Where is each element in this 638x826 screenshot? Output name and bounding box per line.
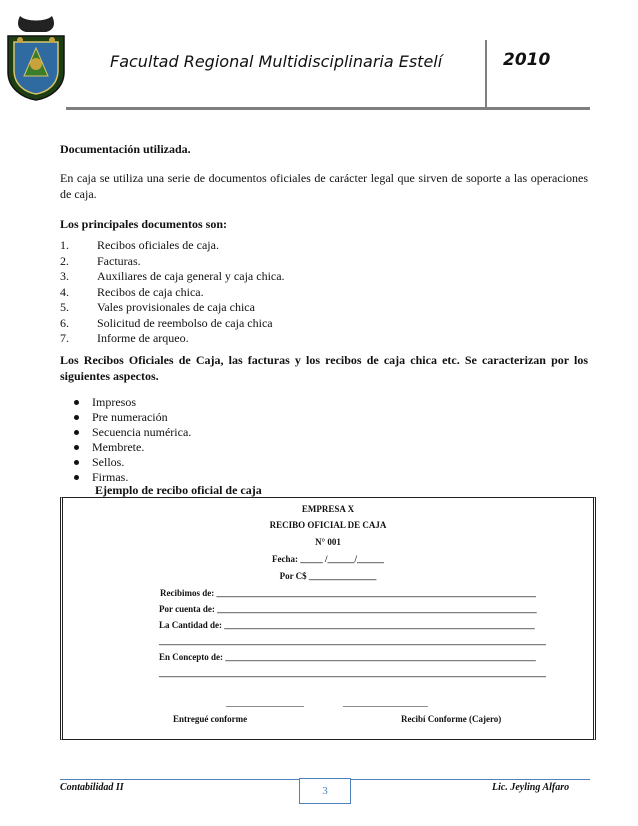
documents-list <box>60 238 285 347</box>
list-item: 2. Facturas. <box>60 253 141 268</box>
quantity-line: La Cantidad de: _____________________________________________________________________ <box>159 620 535 630</box>
header-title: Facultad Regional Multidisciplinaria Estelí <box>110 52 443 71</box>
concept-line: En Concepto de: _____________________________________________________________________ <box>159 652 536 662</box>
example-title: Ejemplo de recibo oficial de caja <box>95 483 262 497</box>
list-item: 7. Informe de arqueo. <box>60 331 189 345</box>
section-heading: Documentación utilizada. <box>60 142 191 156</box>
receipt-number: N° 001 <box>315 537 341 547</box>
bullet-item: Sellos. <box>74 455 191 470</box>
page-number: 3 <box>299 778 351 804</box>
bullet-item: Firmas. <box>74 470 191 485</box>
quantity-continuation-line: ______________________________________________________________________________________ <box>159 636 546 646</box>
receipt-amount: Por C$ _______________ <box>279 571 377 581</box>
header-year: 2010 <box>503 50 551 70</box>
signature-line-left: ______________________ <box>226 698 303 708</box>
bullet-icon <box>74 415 79 420</box>
received-from-line: Recibimos de: _______________________________________________________________________ <box>160 588 536 598</box>
bullet-item: Secuencia numérica. <box>74 425 191 440</box>
bullet-icon <box>74 460 79 465</box>
bullet-item: Pre numeración <box>74 410 191 425</box>
characteristics-list <box>74 395 191 485</box>
bullet-icon <box>74 400 79 405</box>
characteristics-paragraph: Los Recibos Oficiales de Caja, las facturas y los recibos de caja chica etc. Se caracterizan por los siguientes aspectos. <box>60 353 588 383</box>
footer-author: Lic. Jeyling Alfaro <box>492 782 570 793</box>
list-item: 3. Auxiliares de caja general y caja chica. <box>60 269 285 283</box>
on-behalf-line: Por cuenta de: _______________________________________________________________________ <box>159 604 537 614</box>
list-item: 6. Solicitud de reembolso de caja chica <box>60 315 273 330</box>
intro-paragraph: En caja se utiliza una serie de documentos oficiales de carácter legal que sirven de soporte a las operaciones de caja. <box>60 171 588 201</box>
bullet-icon <box>74 445 79 450</box>
signature-line-right: ________________________ <box>343 698 427 708</box>
bullet-icon <box>74 430 79 435</box>
delivered-label: Entregué conforme <box>173 714 248 724</box>
header-rule <box>66 107 590 110</box>
list-item: 5. Vales provisionales de caja chica <box>60 300 255 314</box>
list-item: 1. Recibos oficiales de caja. <box>60 238 219 252</box>
list-title: Los principales documentos son: <box>60 217 228 231</box>
bullet-icon <box>74 475 79 480</box>
receipt-company: EMPRESA X <box>301 504 355 514</box>
bullet-item: Impresos <box>74 395 191 410</box>
header-divider <box>485 40 487 110</box>
concept-continuation-line: ______________________________________________________________________________________ <box>159 668 546 678</box>
receipt-example <box>60 497 596 740</box>
bullet-item: Membrete. <box>74 440 191 455</box>
list-item: 4. Recibos de caja chica. <box>60 284 204 299</box>
receipt-date: Fecha: _____ /______/______ <box>272 554 384 564</box>
footer-course: Contabilidad II <box>60 782 124 793</box>
university-crest-icon <box>6 12 66 102</box>
receipt-title: RECIBO OFICIAL DE CAJA <box>269 520 387 530</box>
received-ok-label: Recibí Conforme (Cajero) <box>401 714 502 724</box>
